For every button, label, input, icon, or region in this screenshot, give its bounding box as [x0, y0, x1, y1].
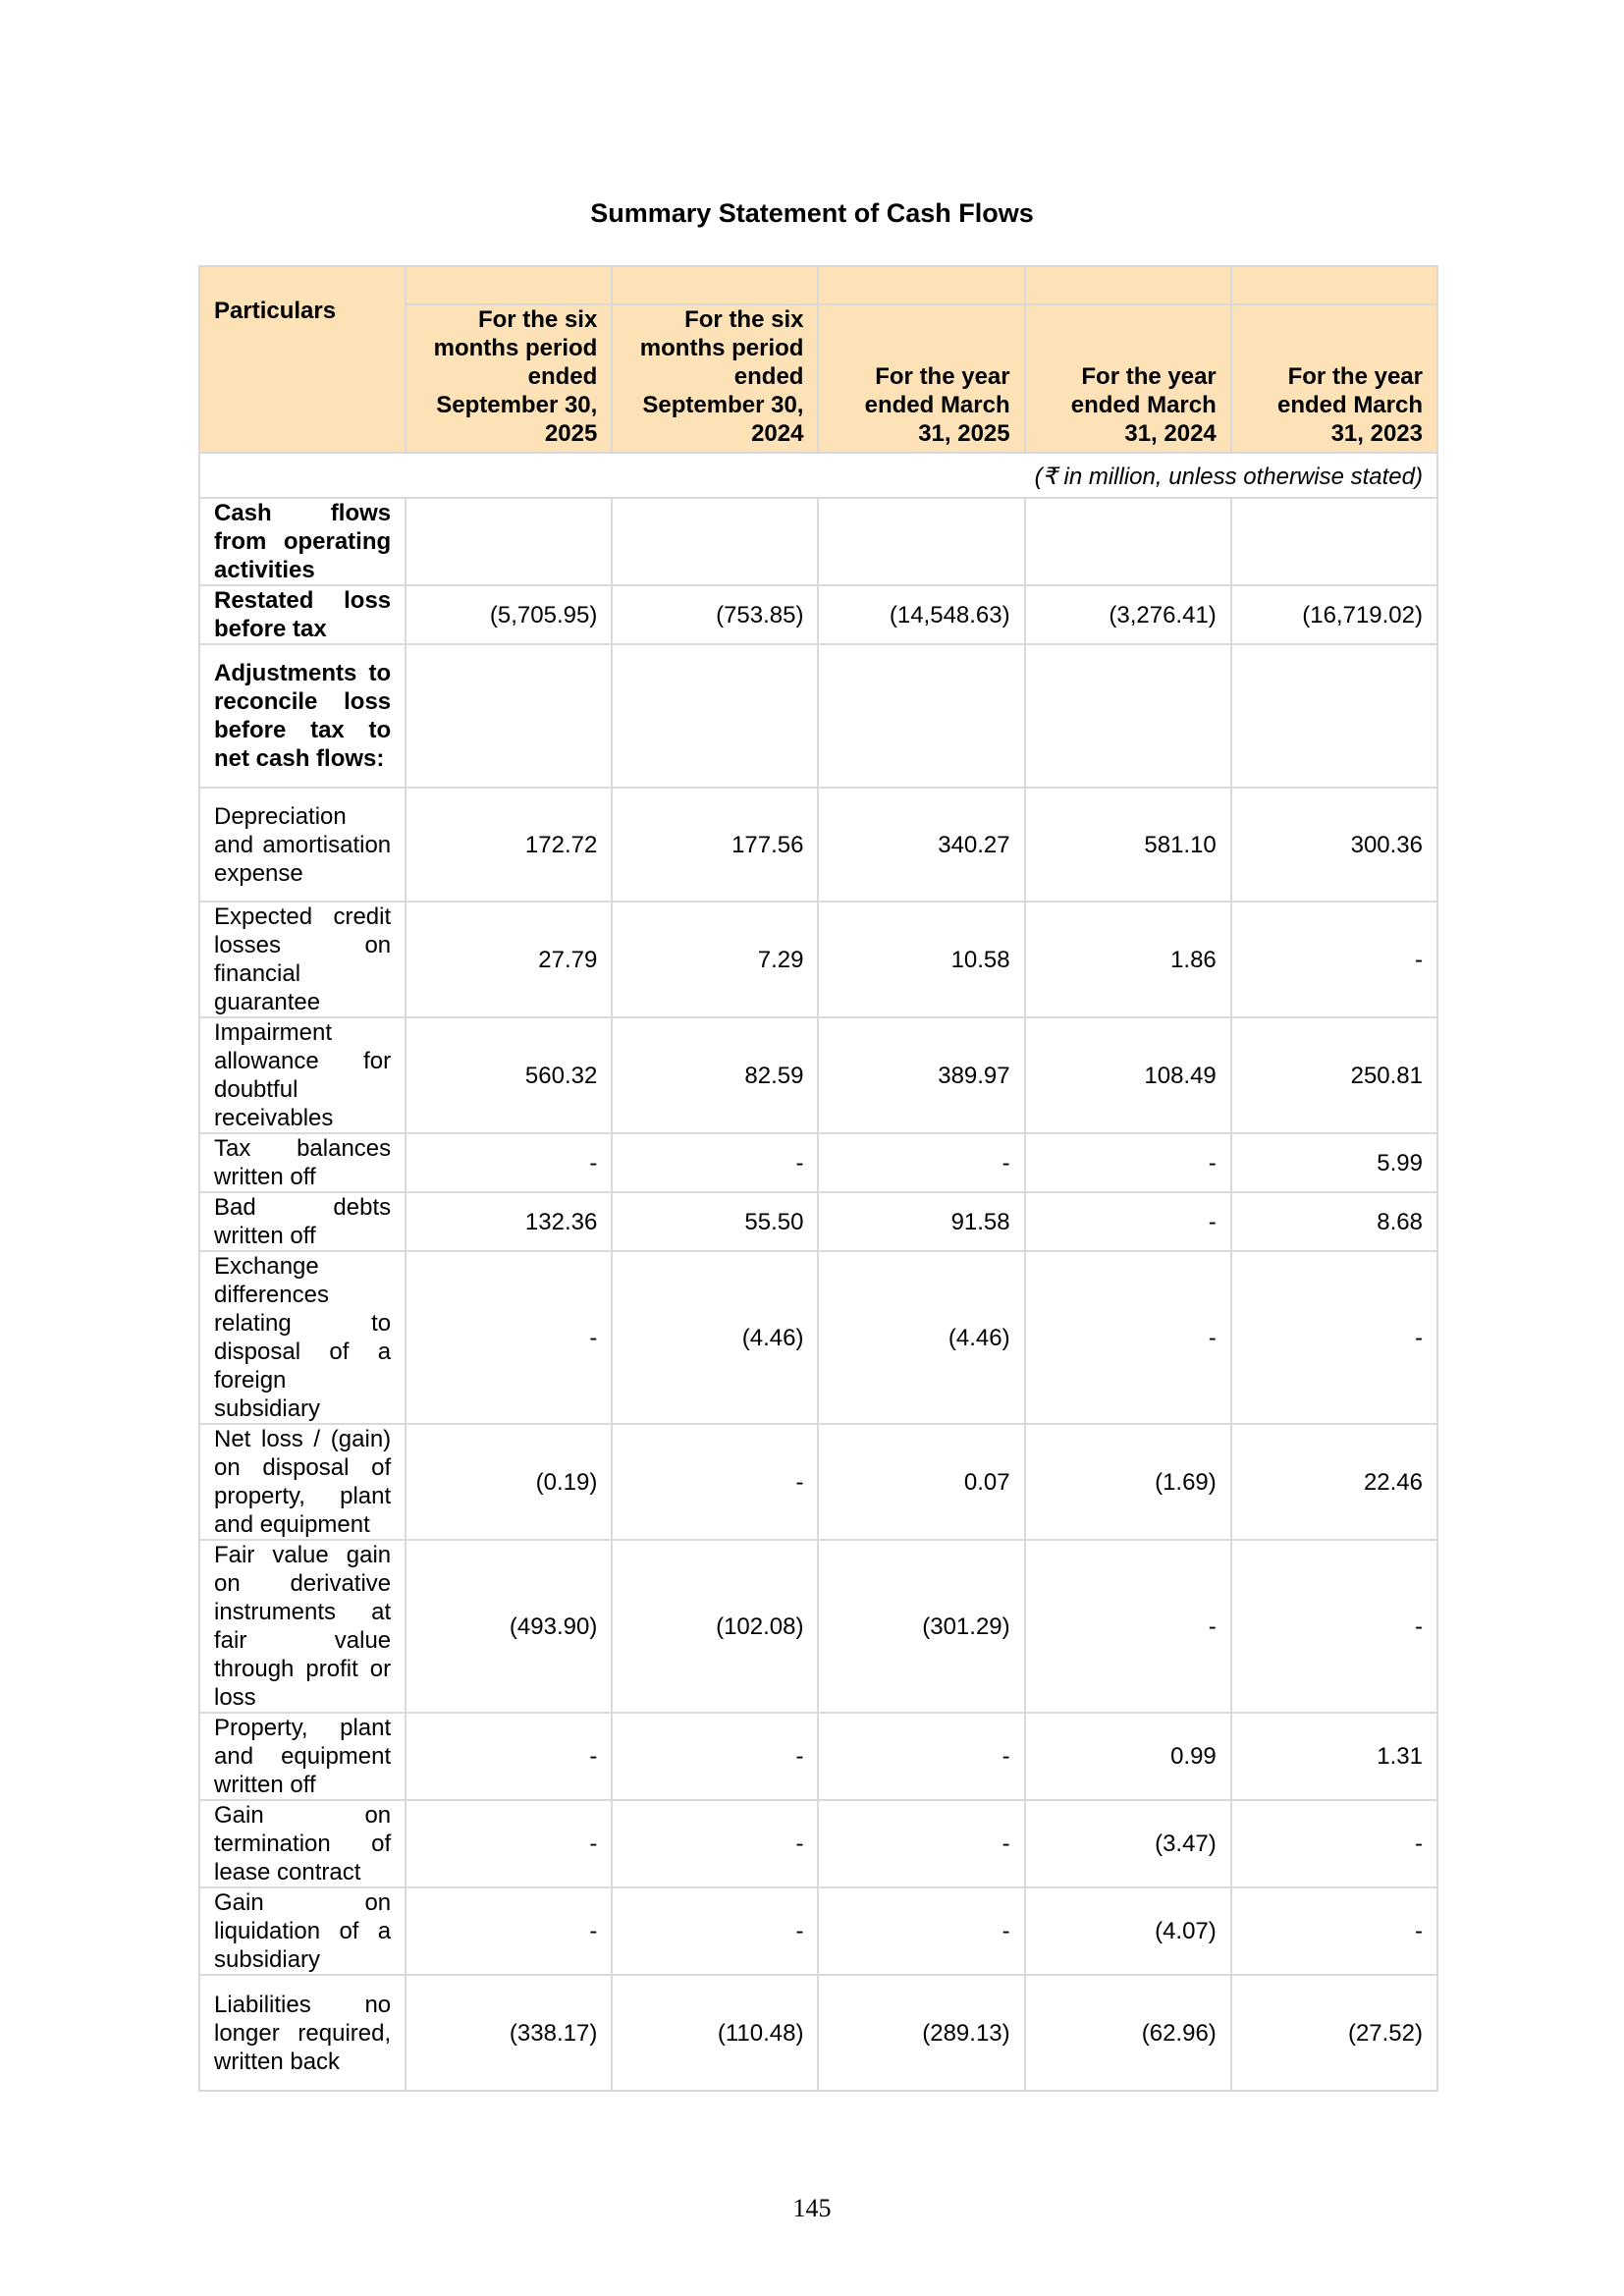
units-note: (₹ in million, unless otherwise stated)	[199, 453, 1437, 498]
row-label: Restated loss before tax	[199, 585, 406, 644]
value-cell: -	[1025, 1192, 1231, 1251]
value-cell: (5,705.95)	[406, 585, 612, 644]
value-cell: 560.32	[406, 1017, 612, 1133]
value-cell: (3,276.41)	[1025, 585, 1231, 644]
value-cell: 0.99	[1025, 1713, 1231, 1800]
value-cell: (0.19)	[406, 1424, 612, 1540]
value-cell: 5.99	[1231, 1133, 1437, 1192]
value-cell: 172.72	[406, 788, 612, 902]
value-cell: (338.17)	[406, 1975, 612, 2091]
table-row	[199, 1800, 1437, 1887]
column-header: For the year ended March 31, 2023	[1231, 304, 1437, 453]
value-cell: -	[818, 1800, 1024, 1887]
value-cell: 1.86	[1025, 902, 1231, 1017]
value-cell: 132.36	[406, 1192, 612, 1251]
units-row	[199, 453, 1437, 498]
value-cell: (4.46)	[612, 1251, 818, 1424]
table-row	[199, 1975, 1437, 2091]
particulars-header: Particulars	[199, 266, 406, 453]
value-cell: 22.46	[1231, 1424, 1437, 1540]
value-cell: -	[1231, 1887, 1437, 1975]
value-cell: (301.29)	[818, 1540, 1024, 1713]
column-header: For the year ended March 31, 2025	[818, 304, 1024, 453]
value-cell: 82.59	[612, 1017, 818, 1133]
value-cell: -	[1231, 1800, 1437, 1887]
row-label: Gain on liquidation of a subsidiary	[199, 1887, 406, 1975]
value-cell: 7.29	[612, 902, 818, 1017]
value-cell: -	[818, 1133, 1024, 1192]
value-cell: 27.79	[406, 902, 612, 1017]
value-cell: (493.90)	[406, 1540, 612, 1713]
row-label: Bad debts written off	[199, 1192, 406, 1251]
column-header: For the year ended March 31, 2024	[1025, 304, 1231, 453]
value-cell: -	[1231, 1251, 1437, 1424]
value-cell: 177.56	[612, 788, 818, 902]
value-cell: -	[612, 1887, 818, 1975]
row-label: Net loss / (gain) on disposal of property, plant and equipment	[199, 1424, 406, 1540]
row-label: Exchange differences relating to disposal of a foreign subsidiary	[199, 1251, 406, 1424]
value-cell: (3.47)	[1025, 1800, 1231, 1887]
value-cell	[406, 498, 612, 585]
table-row	[199, 1424, 1437, 1540]
header-spacer	[1231, 266, 1437, 304]
value-cell: 340.27	[818, 788, 1024, 902]
value-cell: (110.48)	[612, 1975, 818, 2091]
value-cell: -	[406, 1251, 612, 1424]
header-top-row	[199, 266, 1437, 304]
value-cell: -	[612, 1713, 818, 1800]
row-label: Tax balances written off	[199, 1133, 406, 1192]
value-cell: -	[1025, 1540, 1231, 1713]
value-cell: 250.81	[1231, 1017, 1437, 1133]
value-cell	[1231, 498, 1437, 585]
value-cell: (4.07)	[1025, 1887, 1231, 1975]
value-cell: 91.58	[818, 1192, 1024, 1251]
page-number: 145	[792, 2194, 832, 2222]
value-cell: -	[1231, 902, 1437, 1017]
value-cell: (62.96)	[1025, 1975, 1231, 2091]
value-cell: -	[406, 1133, 612, 1192]
value-cell	[818, 644, 1024, 788]
table-row	[199, 1017, 1437, 1133]
value-cell: -	[612, 1800, 818, 1887]
row-label: Property, plant and equipment written off	[199, 1713, 406, 1800]
value-cell: 0.07	[818, 1424, 1024, 1540]
cash-flow-table-body	[199, 266, 1437, 2091]
value-cell: -	[1231, 1540, 1437, 1713]
value-cell: (27.52)	[1231, 1975, 1437, 2091]
value-cell: 300.36	[1231, 788, 1437, 902]
value-cell	[612, 498, 818, 585]
value-cell: -	[612, 1133, 818, 1192]
value-cell: -	[1025, 1251, 1231, 1424]
column-header: For the six months period ended September 30, 2024	[612, 304, 818, 453]
value-cell	[1025, 498, 1231, 585]
value-cell: (16,719.02)	[1231, 585, 1437, 644]
row-label: Cash flows from operating activities	[199, 498, 406, 585]
value-cell: (289.13)	[818, 1975, 1024, 2091]
table-row	[199, 585, 1437, 644]
row-label: Fair value gain on derivative instruments at fair value through profit or loss	[199, 1540, 406, 1713]
row-label: Depreciation and amortisation expense	[199, 788, 406, 902]
table-row	[199, 1887, 1437, 1975]
value-cell: (1.69)	[1025, 1424, 1231, 1540]
header-spacer	[1025, 266, 1231, 304]
value-cell: -	[818, 1887, 1024, 1975]
column-header: For the six months period ended September 30, 2025	[406, 304, 612, 453]
value-cell: 389.97	[818, 1017, 1024, 1133]
table-row	[199, 1713, 1437, 1800]
row-label: Adjustments to reconcile loss before tax to net cash flows:	[199, 644, 406, 788]
value-cell	[1025, 644, 1231, 788]
header-spacer	[406, 266, 612, 304]
value-cell: -	[406, 1887, 612, 1975]
row-label: Liabilities no longer required, written back	[199, 1975, 406, 2091]
value-cell	[406, 644, 612, 788]
value-cell: 55.50	[612, 1192, 818, 1251]
value-cell: (4.46)	[818, 1251, 1024, 1424]
value-cell: 108.49	[1025, 1017, 1231, 1133]
value-cell: -	[406, 1800, 612, 1887]
value-cell: (14,548.63)	[818, 585, 1024, 644]
row-label: Expected credit losses on financial guarantee	[199, 902, 406, 1017]
header-spacer	[818, 266, 1024, 304]
value-cell	[1231, 644, 1437, 788]
value-cell: 10.58	[818, 902, 1024, 1017]
value-cell: (753.85)	[612, 585, 818, 644]
value-cell	[612, 644, 818, 788]
row-label: Gain on termination of lease contract	[199, 1800, 406, 1887]
table-row	[199, 788, 1437, 902]
table-row	[199, 1192, 1437, 1251]
value-cell: (102.08)	[612, 1540, 818, 1713]
value-cell: 8.68	[1231, 1192, 1437, 1251]
table-row	[199, 644, 1437, 788]
value-cell: 1.31	[1231, 1713, 1437, 1800]
page-title: Summary Statement of Cash Flows	[590, 198, 1034, 228]
header-spacer	[612, 266, 818, 304]
value-cell: 581.10	[1025, 788, 1231, 902]
table-row	[199, 1251, 1437, 1424]
table-row	[199, 902, 1437, 1017]
value-cell: -	[818, 1713, 1024, 1800]
value-cell: -	[612, 1424, 818, 1540]
table-row	[199, 1133, 1437, 1192]
table-row	[199, 1540, 1437, 1713]
value-cell: -	[406, 1713, 612, 1800]
table-row	[199, 498, 1437, 585]
row-label: Impairment allowance for doubtful receivables	[199, 1017, 406, 1133]
cash-flow-table	[198, 265, 1438, 2092]
value-cell: -	[1025, 1133, 1231, 1192]
value-cell	[818, 498, 1024, 585]
